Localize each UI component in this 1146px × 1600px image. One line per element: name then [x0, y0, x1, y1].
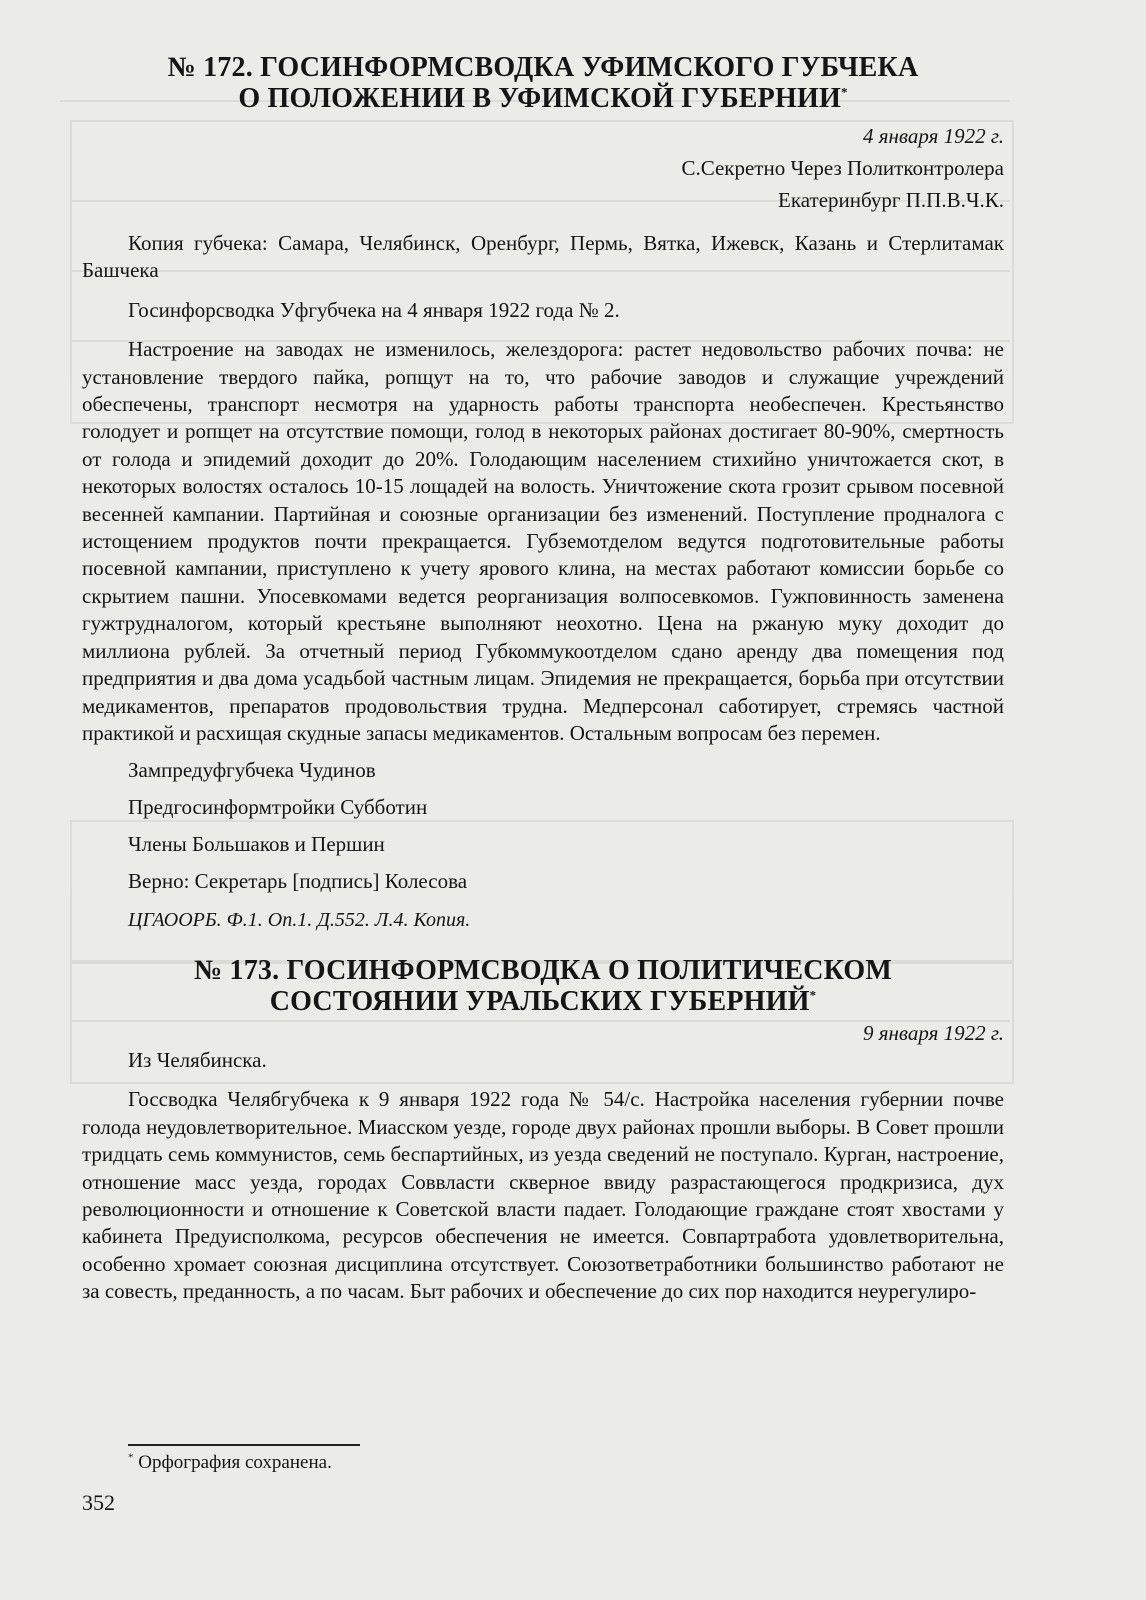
doc-173-footnote-mark: *: [809, 987, 817, 1003]
doc-172-footnote-mark: *: [840, 84, 848, 100]
doc-172-signature-secretary: Верно: Секретарь [подпись] Колесова: [128, 869, 468, 894]
doc-172-archive-reference: ЦГАООРБ. Ф.1. Оп.1. Д.552. Л.4. Копия.: [128, 909, 471, 932]
doc-172-title-line2: О ПОЛОЖЕНИИ В УФИМСКОЙ ГУБЕРНИИ: [238, 83, 841, 114]
footnote-divider: [128, 1444, 360, 1446]
doc-173-body: Госсводка Челябгубчека к 9 января 1922 года № 54/с. Настройка населения губернии почве голода неудовлетворительное. Миасском уезде, городе двух районах прошли выборы. В Совет прошли тридцать семь коммунистов, семь беспартийных, из уезда сведений не поступало. Курган, настроение, отношение масс уезда, городах Соввласти скверное ввиду разрастающегося продкризиса, дух революционности и отношение к Советской власти падает. Голодающие граждане стоят хвостами у кабинета Предуисполкома, ресурсов обеспечения не имеется. Совпартработа удовлетворительна, особенно хромает союзная дисциплина отсутствует. Союзответработники большинство работают не за совесть, преданность, а по часам. Быт рабочих и обеспечение до сих пор находится неурегулиро-: [82, 1087, 1004, 1304]
doc-172-signature-chair: Предгосинформтройки Субботин: [128, 795, 428, 820]
doc-173-title-line2: СОСТОЯНИИ УРАЛЬСКИХ ГУБЕРНИЙ: [269, 986, 810, 1018]
doc-173-title: [82, 955, 1004, 1017]
doc-173-title-line1: № 173. ГОСИНФОРМСВОДКА О ПОЛИТИЧЕСКОМ: [193, 955, 893, 987]
doc-172-copy-line: Копия губчека: Самара, Челябинск, Оренбург, Пермь, Вятка, Ижевск, Казань и Стерлитамак Башчека: [82, 231, 1004, 283]
footnote: [128, 1451, 332, 1475]
doc-172-signature-deputy: Зампредуфгубчека Чудинов: [128, 758, 376, 783]
document-body: [82, 52, 1004, 1306]
doc-172-body: Настроение на заводах не изменилось, желездорога: растет недовольство рабочих почва: не установление твердого пайка, ропщут на то, что рабочие заводов и служащие учреждений обеспечены, транспорт несмотря на ударность работы транспорта необеспечен. Крестьянство голодует и ропщет на отсутствие помощи, голод в некоторых районах достигает 80-90%, смертность от голода и эпидемий доходит до 20%. Голодающим населением стихийно уничтожается скот, в некоторых волостях осталось 10-15 лощадей на волость. Уничтожение скота грозит срывом посевной весенней кампании. Партийная и союзные организации без изменений. Поступление продналога с истощением продуктов почти прекращается. Губземотделом ведутся подготовительные работы посевной кампании, приступлено к учету ярового клина, на местах работают комиссии борьбе со скрытием пашни. Упосевкомами ведется реорганизация волпосевкомов. Гужповинность заменена гужтрудналогом, который крестьяне выполняют неохотно. Цена на ржаную муку доходит до миллиона рублей. За отчетный период Губкоммукоотделом сдано аренду два помещения под предприятия и два дома усадьбой частным лицам. Эпидемия не прекращается, борьба при отсутствии медикаментов, препаратов продовольствия трудна. Медперсонал саботирует, стремясь частной практикой и расхищая скудные запасы медикаментов. Остальным вопросам без перемен.: [82, 337, 1004, 745]
doc-172-title: [82, 52, 1004, 114]
page-number: 352: [82, 1490, 115, 1515]
footnote-mark: *: [128, 1451, 134, 1464]
doc-172-title-line1: № 172. ГОСИНФОРМСВОДКА УФИМСКОГО ГУБЧЕКА: [167, 52, 919, 83]
footnote-text: Орфография сохранена.: [138, 1452, 332, 1473]
doc-172-date: 4 января 1922 г.: [862, 124, 1004, 148]
doc-172-summary-line: Госинфорсводка Уфгубчека на 4 января 1922 года № 2.: [128, 297, 620, 322]
doc-172-destination: Екатеринбург П.П.В.Ч.К.: [778, 188, 1004, 212]
doc-173-from: Из Челябинска.: [128, 1048, 267, 1073]
doc-173-date: 9 января 1922 г.: [862, 1021, 1004, 1046]
doc-172-signature-members: Члены Большаков и Першин: [128, 832, 385, 857]
doc-172-secrecy: С.Секретно Через Политконтролера: [681, 156, 1004, 180]
